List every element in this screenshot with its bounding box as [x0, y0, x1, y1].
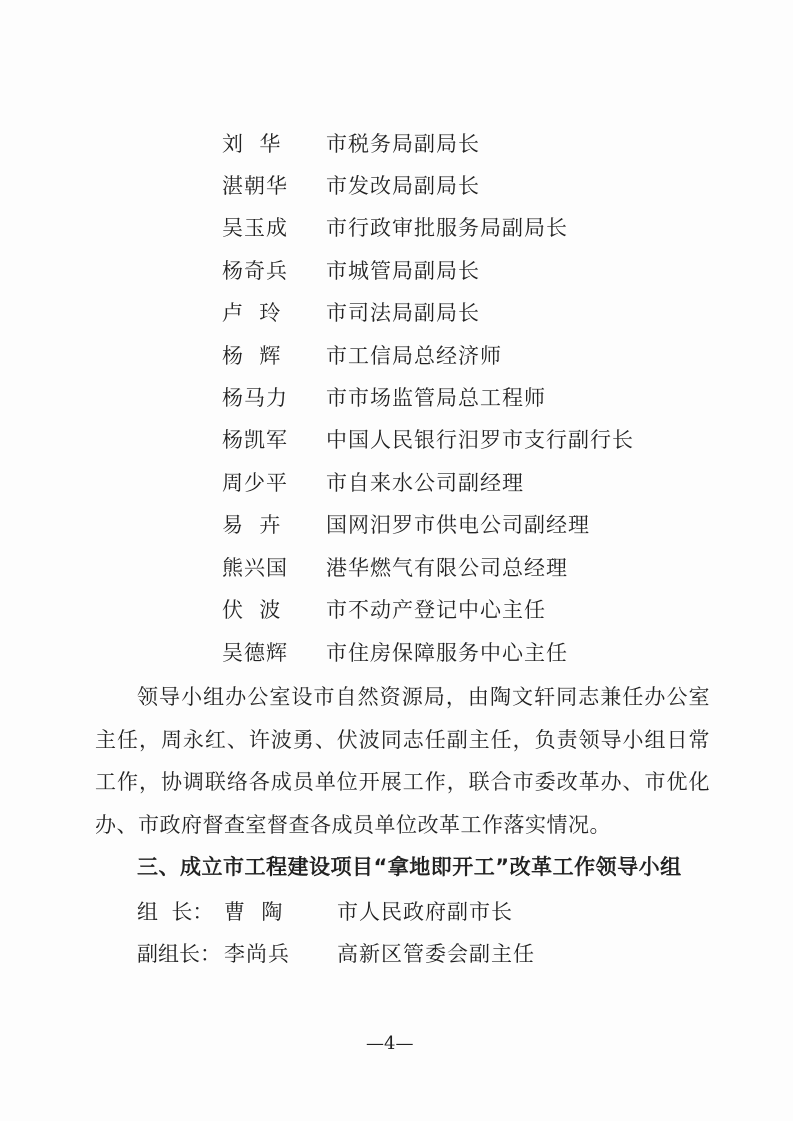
- member-role: 市不动产登记中心主任: [326, 598, 546, 622]
- member-row: [0, 425, 793, 455]
- page-number: —4—: [366, 1033, 414, 1054]
- leader-name: 李尚兵: [224, 942, 290, 966]
- member-name: 杨凯军: [222, 428, 288, 452]
- member-row: [0, 383, 793, 413]
- member-name: 杨马力: [222, 386, 288, 410]
- member-name: 卢 玲: [222, 301, 282, 325]
- leader-title: 副组长：: [137, 942, 221, 966]
- member-role: 港华燃气有限公司总经理: [326, 556, 568, 580]
- member-name: 杨 辉: [222, 344, 282, 368]
- leader-row: [0, 897, 793, 927]
- member-role: 市城管局副局长: [326, 259, 480, 283]
- member-row: [0, 553, 793, 583]
- member-name: 吴德辉: [222, 641, 288, 665]
- member-name: 杨奇兵: [222, 259, 288, 283]
- member-role: 市住房保障服务中心主任: [326, 641, 568, 665]
- member-name: 刘 华: [222, 132, 282, 156]
- section-heading: 三、成立市工程建设项目“拿地即开工”改革工作领导小组: [137, 855, 682, 879]
- member-name: 周少平: [222, 471, 288, 495]
- member-name: 易 卉: [222, 513, 282, 537]
- leader-role: 市人民政府副市长: [337, 900, 513, 924]
- member-row: [0, 298, 793, 328]
- leader-row: [0, 939, 793, 969]
- member-row: [0, 341, 793, 371]
- member-row: [0, 129, 793, 159]
- leader-role: 高新区管委会副主任: [337, 942, 535, 966]
- member-row: [0, 213, 793, 243]
- member-row: [0, 510, 793, 540]
- member-role: 市司法局副局长: [326, 301, 480, 325]
- member-role: 市市场监管局总工程师: [326, 386, 546, 410]
- member-row: [0, 468, 793, 498]
- member-name: 湛朝华: [222, 174, 288, 198]
- office-paragraph: 领导小组办公室设市自然资源局，由陶文轩同志兼任办公室主任，周永红、许波勇、伏波同志任副主任，负责领导小组日常工作，协调联络各成员单位开展工作，联合市委改革办、市优化办、市政府督查室督查各成员单位改革工作落实情况。: [95, 685, 710, 837]
- member-role: 国网汨罗市供电公司副经理: [326, 513, 590, 537]
- member-row: [0, 256, 793, 286]
- leader-name: 曹 陶: [224, 900, 284, 924]
- member-name: 熊兴国: [222, 556, 288, 580]
- member-role: 市自来水公司副经理: [326, 471, 524, 495]
- member-role: 市税务局副局长: [326, 132, 480, 156]
- member-row: [0, 171, 793, 201]
- member-role: 中国人民银行汨罗市支行副行长: [326, 428, 634, 452]
- member-role: 市发改局副局长: [326, 174, 480, 198]
- member-name: 伏 波: [222, 598, 282, 622]
- member-row: [0, 638, 793, 668]
- member-role: 市行政审批服务局副局长: [326, 216, 568, 240]
- leader-title: 组 长：: [137, 900, 214, 924]
- member-role: 市工信局总经济师: [326, 344, 502, 368]
- member-row: [0, 595, 793, 625]
- member-name: 吴玉成: [222, 216, 288, 240]
